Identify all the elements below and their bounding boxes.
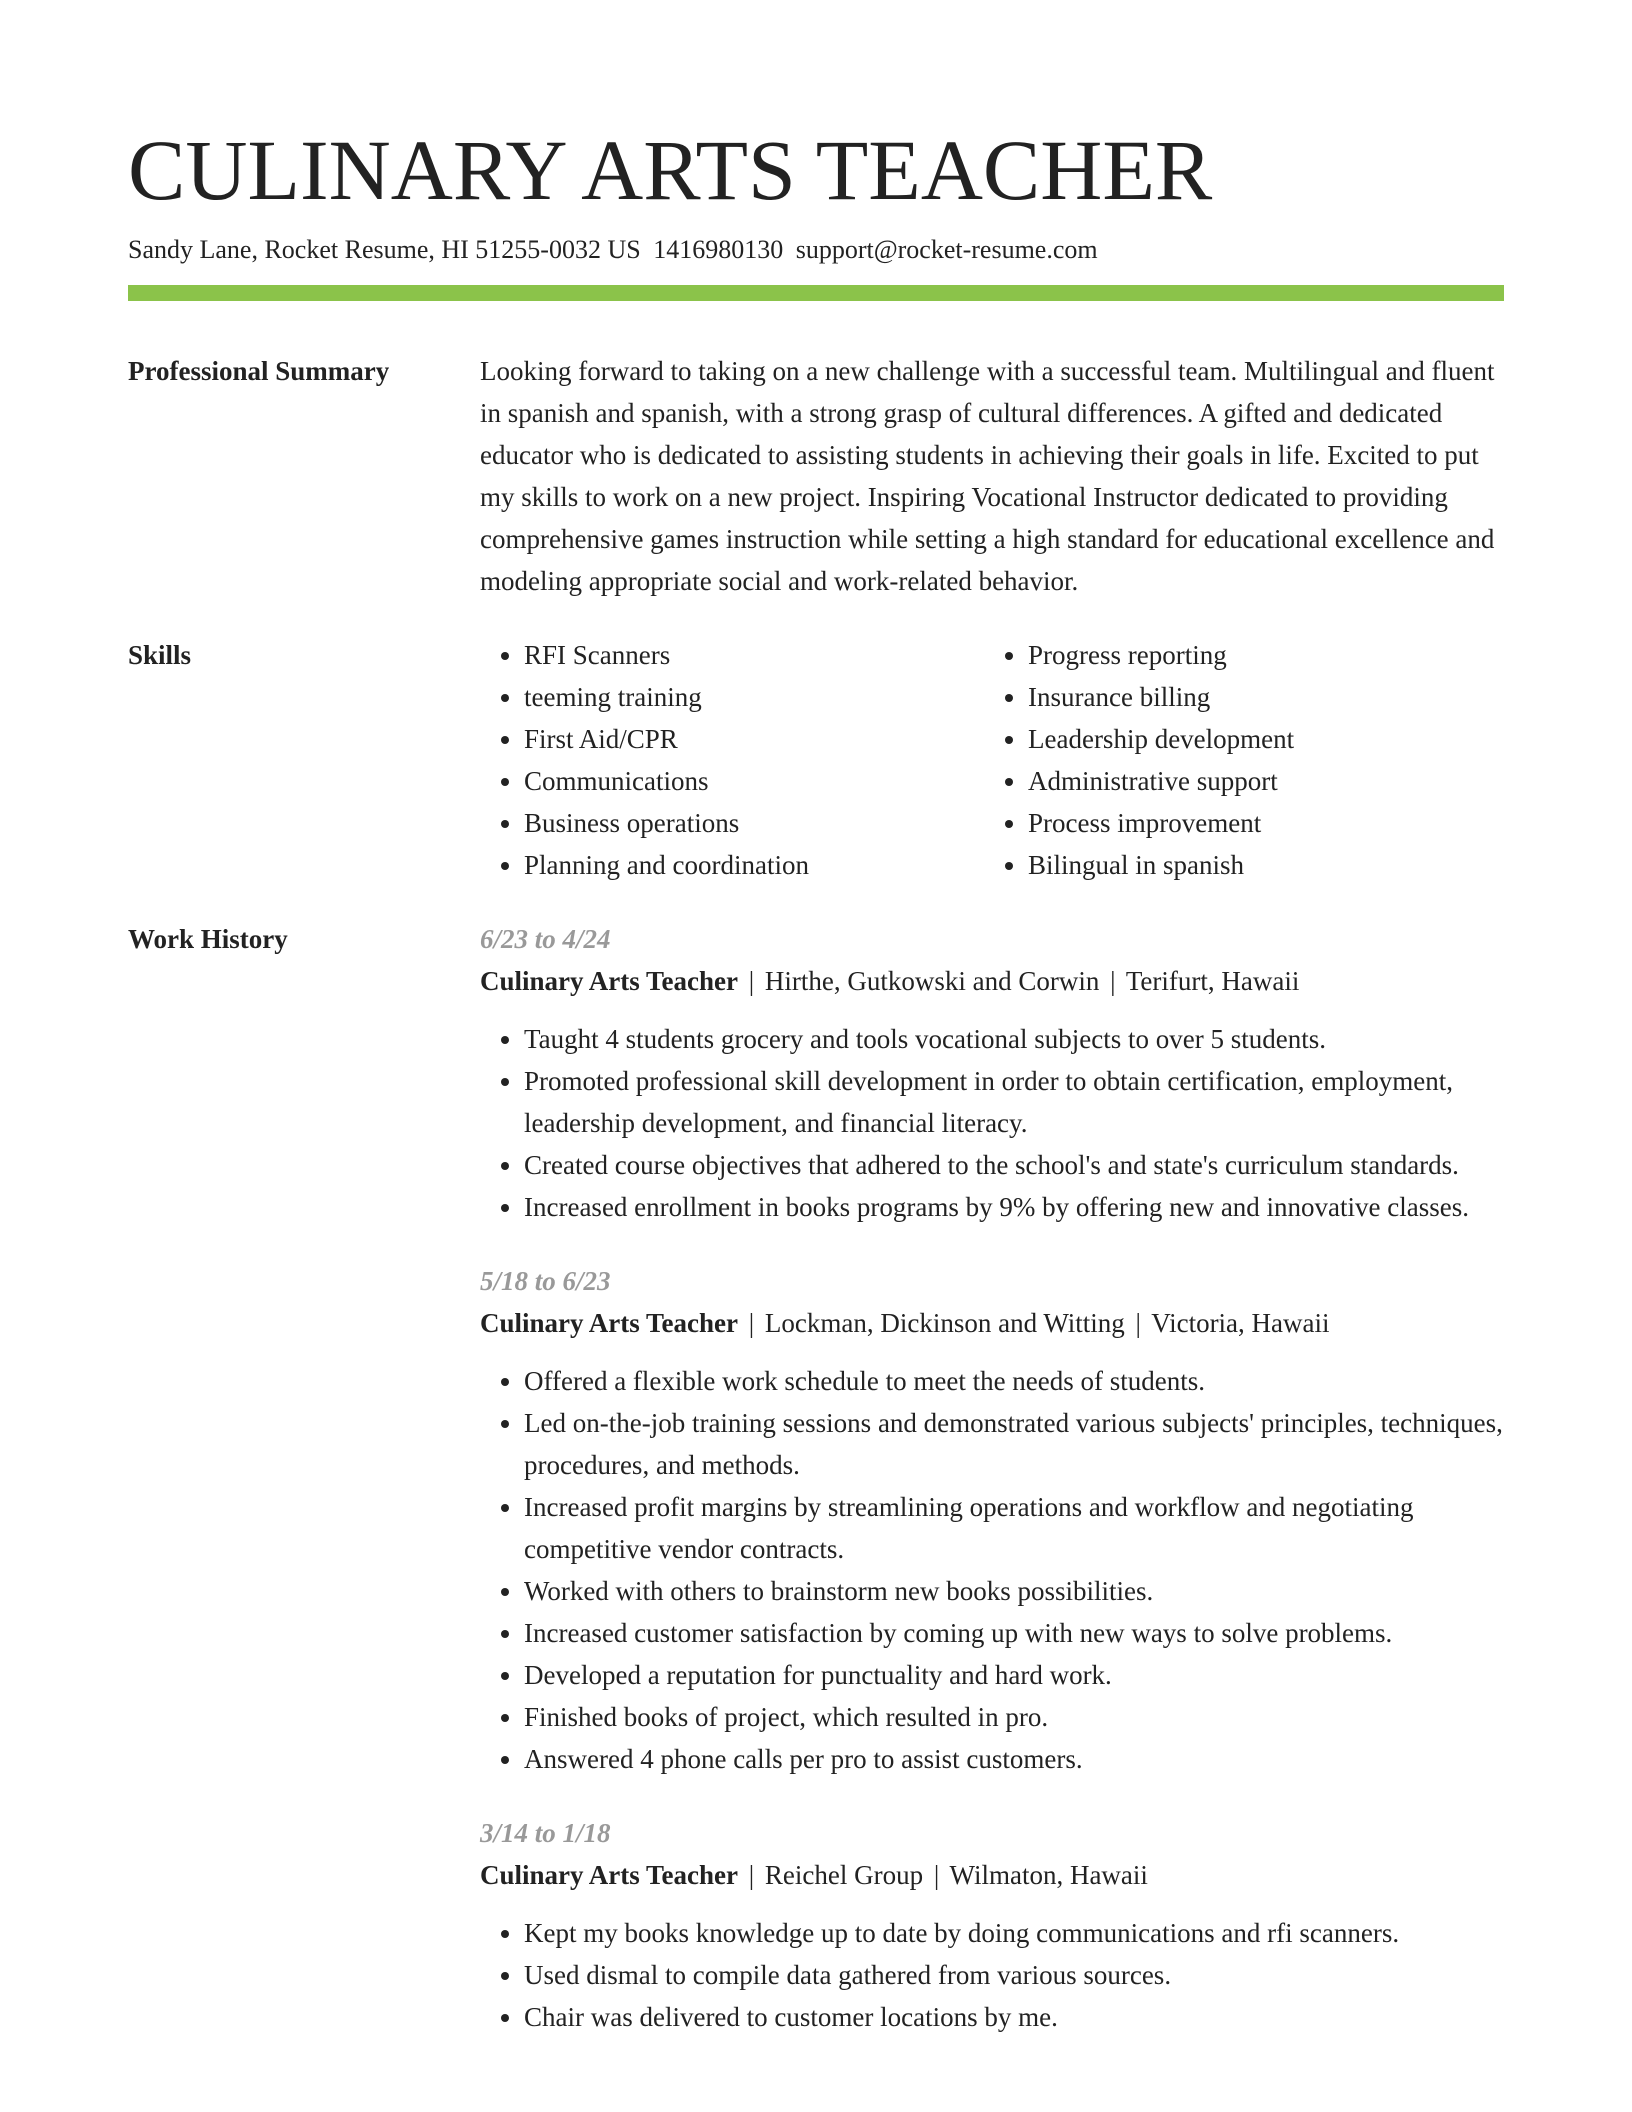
work-history-heading: Work History <box>128 924 288 954</box>
skill-item: • RFI Scanners <box>524 634 984 676</box>
skills-column-left <box>480 634 984 886</box>
summary-body <box>480 350 1504 602</box>
candidate-name: CULINARY ARTS TEACHER <box>128 122 1213 218</box>
skills-body <box>480 634 1504 886</box>
skill-item: • Bilingual in spanish <box>1028 844 1488 886</box>
job-title: Culinary Arts Teacher <box>480 966 739 996</box>
separator: | <box>1135 1308 1141 1338</box>
job-company: Hirthe, Gutkowski and Corwin <box>764 966 1100 996</box>
skill-item: • Administrative support <box>1028 760 1488 802</box>
job-bullet: • Promoted professional skill development in order to obtain certification, employment, leadership development, and financial literacy. <box>524 1060 1504 1144</box>
job-entry <box>480 1260 1504 1780</box>
job-entry <box>480 1812 1504 2038</box>
job-bullets <box>480 1912 1504 2038</box>
contact-email: support@rocket-resume.com <box>795 235 1098 264</box>
job-bullets <box>480 1360 1504 1780</box>
skill-item: • Planning and coordination <box>524 844 984 886</box>
summary-heading: Professional Summary <box>128 356 390 386</box>
skill-item: • Communications <box>524 760 984 802</box>
job-dates: 3/14 to 1/18 <box>480 1818 611 1848</box>
header-accent-rule <box>128 285 1504 301</box>
contact-phone: 1416980130 <box>653 235 784 264</box>
job-bullet: • Worked with others to brainstorm new books possibilities. <box>524 1570 1504 1612</box>
job-bullet: • Finished books of project, which resulted in pro. <box>524 1696 1504 1738</box>
job-heading-line <box>480 1302 1504 1344</box>
separator: | <box>1110 966 1116 996</box>
skill-item: • teeming training <box>524 676 984 718</box>
job-bullet: • Chair was delivered to customer locations by me. <box>524 1996 1504 2038</box>
job-entry <box>480 918 1504 1228</box>
skill-item: • First Aid/CPR <box>524 718 984 760</box>
contact-address: Sandy Lane, Rocket Resume, HI 51255-0032 US <box>128 235 641 264</box>
job-dates: 6/23 to 4/24 <box>480 924 611 954</box>
job-heading-line <box>480 960 1504 1002</box>
separator: | <box>748 1308 755 1338</box>
skills-heading: Skills <box>128 640 192 670</box>
job-bullet: • Taught 4 students grocery and tools vocational subjects to over 5 students. <box>524 1018 1504 1060</box>
job-title: Culinary Arts Teacher <box>480 1308 739 1338</box>
skills-columns <box>480 634 1504 886</box>
job-bullet: • Led on-the-job training sessions and demonstrated various subjects' principles, techniques, procedures, and methods. <box>524 1402 1504 1486</box>
contact-line <box>128 232 1504 268</box>
skills-list-left <box>480 634 984 886</box>
job-location: Victoria, Hawaii <box>1151 1308 1330 1338</box>
job-company: Lockman, Dickinson and Witting <box>764 1308 1125 1338</box>
job-company: Reichel Group <box>764 1860 924 1890</box>
job-bullet: • Increased enrollment in books programs by 9% by offering new and innovative classes. <box>524 1186 1504 1228</box>
work-history-body <box>480 918 1504 2070</box>
job-title: Culinary Arts Teacher <box>480 1860 739 1890</box>
job-bullets <box>480 1018 1504 1228</box>
job-heading-line <box>480 1854 1504 1896</box>
job-bullet: • Used dismal to compile data gathered from various sources. <box>524 1954 1504 1996</box>
job-location: Wilmaton, Hawaii <box>949 1860 1148 1890</box>
skill-item: • Progress reporting <box>1028 634 1488 676</box>
resume-header <box>128 118 1504 268</box>
separator: | <box>748 966 755 996</box>
job-bullet: • Answered 4 phone calls per pro to assist customers. <box>524 1738 1504 1780</box>
skill-item: • Process improvement <box>1028 802 1488 844</box>
job-dates: 5/18 to 6/23 <box>480 1266 611 1296</box>
skills-column-right <box>984 634 1488 886</box>
skill-item: • Business operations <box>524 802 984 844</box>
separator: | <box>748 1860 755 1890</box>
skill-item: • Leadership development <box>1028 718 1488 760</box>
job-bullet: • Increased customer satisfaction by coming up with new ways to solve problems. <box>524 1612 1504 1654</box>
job-bullet: • Increased profit margins by streamlining operations and workflow and negotiating competitive vendor contracts. <box>524 1486 1504 1570</box>
skill-item: • Insurance billing <box>1028 676 1488 718</box>
separator: | <box>933 1860 940 1890</box>
job-bullet: • Created course objectives that adhered to the school's and state's curriculum standards. <box>524 1144 1504 1186</box>
job-location: Terifurt, Hawaii <box>1125 966 1300 996</box>
job-bullet: • Kept my books knowledge up to date by doing communications and rfi scanners. <box>524 1912 1504 1954</box>
skills-list-right <box>984 634 1488 886</box>
job-bullet: • Developed a reputation for punctuality and hard work. <box>524 1654 1504 1696</box>
job-bullet: • Offered a flexible work schedule to meet the needs of students. <box>524 1360 1504 1402</box>
summary-text: Looking forward to taking on a new challenge with a successful team. Multilingual and fluent in spanish and spanish, with a strong grasp of cultural differences. A gifted and dedicated educator who is dedicated to assisting students in achieving their goals in life. Excited to put my skills to work on a new project. Inspiring Vocational Instructor dedicated to providing comprehensive games instruction while setting a high standard for educational excellence and modeling appropriate social and work-related behavior. <box>480 356 1495 596</box>
